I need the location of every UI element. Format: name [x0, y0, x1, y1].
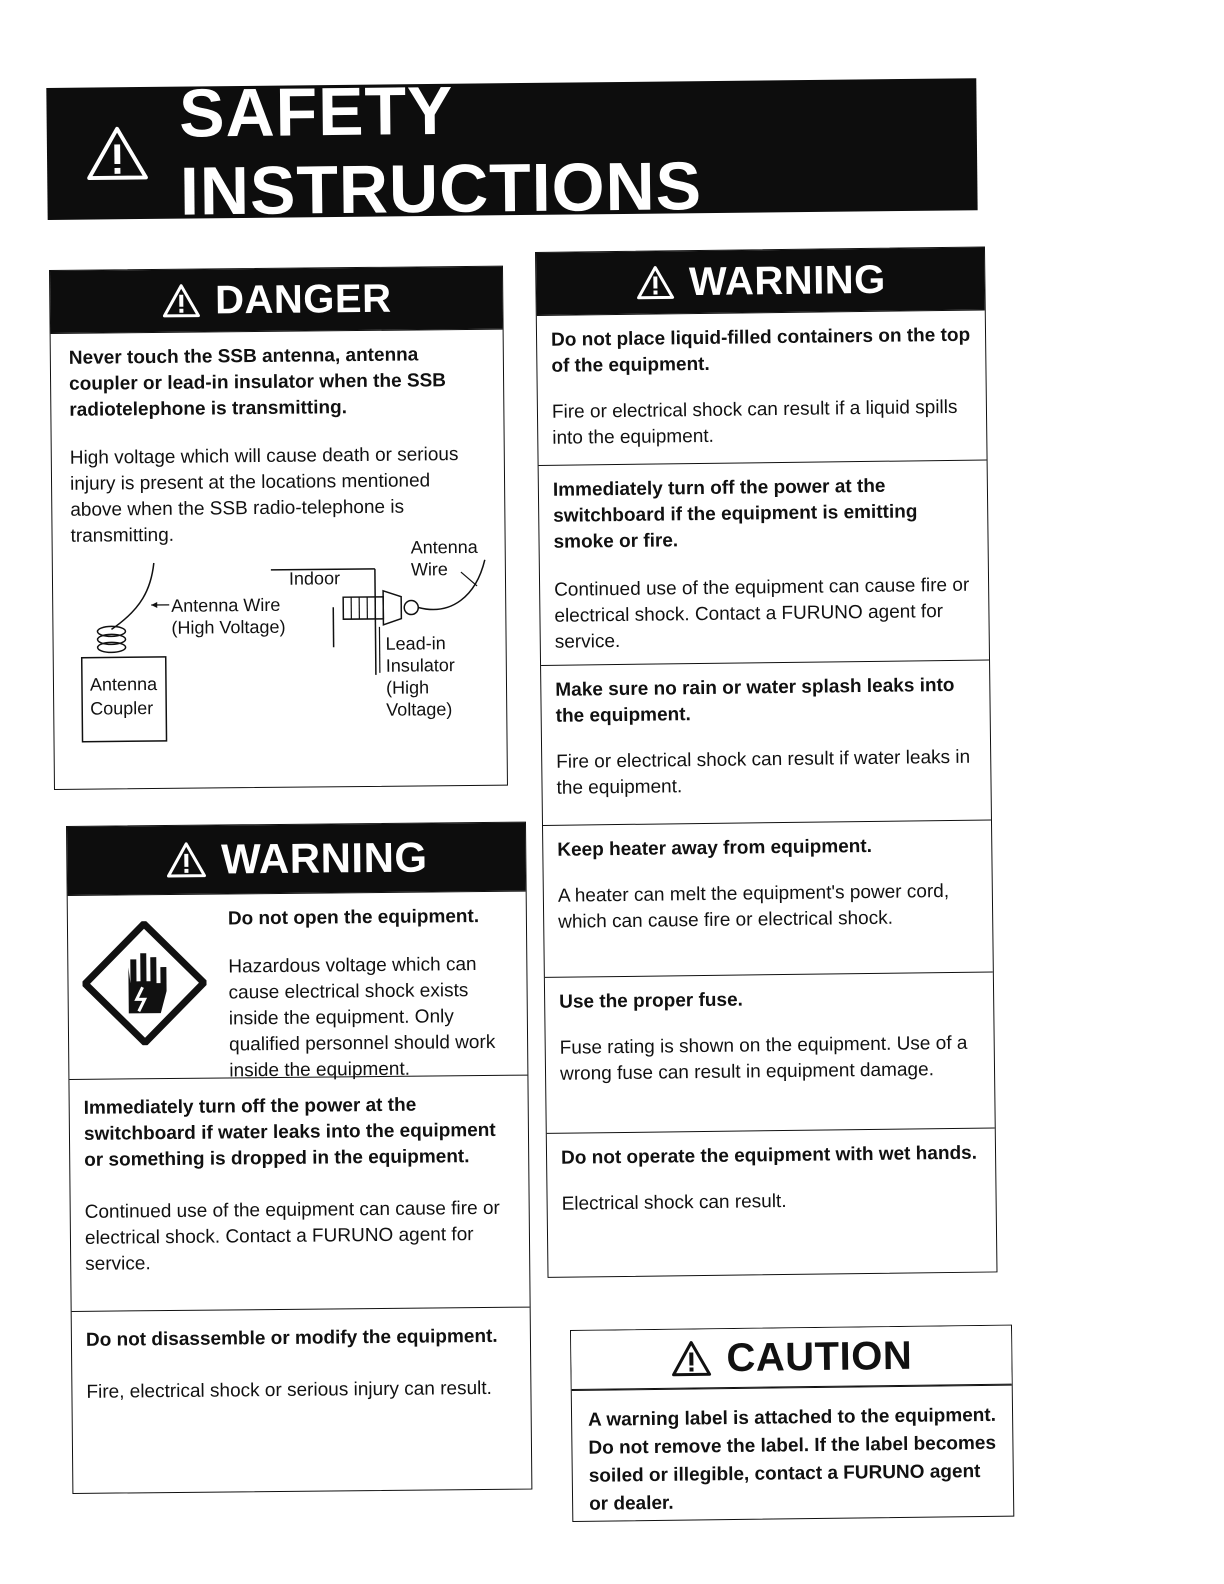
warning-triangle-icon [670, 1339, 712, 1378]
warning-right-2-body: Continued use of the equipment can cause fire or electrical shock. Contact a FURUNO agent for service. [554, 574, 970, 653]
diagram-antenna-label: Antenna [410, 536, 478, 558]
warning-left-3-title: Do not disassemble or modify the equipment. [85, 1325, 498, 1351]
warning-right-5-title: Use the proper fuse. [559, 989, 744, 1013]
warning-right-section-2 [539, 459, 989, 664]
warning-left-1-title: Do not open the equipment. [227, 906, 480, 930]
diagram-lead-in-label-2: Insulator [385, 655, 455, 676]
warning-right-1-title: Do not place liquid-filled containers on the top of the equipment. [550, 324, 971, 377]
warning-right-6-body: Electrical shock can result. [561, 1190, 787, 1215]
warning-triangle-icon [85, 124, 150, 183]
page-title: SAFETY INSTRUCTIONS [178, 72, 703, 230]
warning-left-section-1 [68, 891, 528, 1082]
warning-left-3-body: Fire, electrical shock or serious injury can result. [86, 1377, 493, 1403]
warning-left-2-body: Continued use of the equipment can cause fire or electrical shock. Contact a FURUNO agent for service. [84, 1197, 500, 1275]
warning-left-1-body: Hazardous voltage which can cause electrical shock exists inside the equipment. Only qualified personnel should work inside the equipment. [228, 954, 496, 1082]
warning-right-header-label: WARNING [688, 257, 887, 304]
warning-right-1-body: Fire or electrical shock can result if a liquid spills into the equipment. [551, 396, 958, 449]
warning-triangle-icon [161, 283, 201, 319]
diagram-high-voltage-label: (High Voltage) [171, 616, 286, 638]
diagram-lead-in-label-1: Lead-in [385, 633, 446, 654]
warning-left-header [67, 823, 526, 895]
warning-right-section-4 [543, 819, 993, 976]
electrical-hazard-hand-icon [82, 921, 207, 1046]
diagram-indoor-label: Indoor [288, 568, 341, 589]
warning-right-6-title: Do not operate the equipment with wet hands. [560, 1142, 978, 1169]
diagram-lead-in-label-4: Voltage) [386, 699, 453, 720]
diagram-coupler-label-2: Coupler [90, 698, 154, 719]
warning-left-section-3 [72, 1307, 531, 1418]
warning-right-box [535, 247, 998, 1278]
antenna-diagram [71, 536, 489, 786]
warning-triangle-icon [635, 264, 675, 300]
diagram-antenna-wire-label: Antenna Wire [171, 594, 281, 616]
diagram-coupler-label-1: Antenna [89, 673, 158, 695]
diagram-lead-in-label-3: (High [385, 677, 430, 698]
warning-left-2-title: Immediately turn off the power at the switchboard if water leaks into the equipment or something is dropped in the equipment. [83, 1094, 496, 1171]
warning-right-3-body: Fire or electrical shock can result if water leaks in the equipment. [556, 746, 971, 799]
danger-title: Never touch the SSB antenna, antenna coupler or lead-in insulator when the SSB radiotelephone is transmitting. [68, 344, 447, 421]
warning-right-section-6 [547, 1127, 996, 1229]
warning-right-3-title: Make sure no rain or water splash leaks into the equipment. [555, 674, 955, 727]
warning-left-box [66, 822, 532, 1494]
warning-left-header-label: WARNING [220, 833, 428, 883]
warning-right-4-title: Keep heater away from equipment. [557, 835, 873, 861]
caution-body: A warning label is attached to the equipment. Do not remove the label. If the label becomes soiled or illegible, contact a FURUNO agent or dealer. [587, 1404, 997, 1515]
diagram-wire-label: Wire [410, 559, 448, 580]
warning-right-header [536, 248, 985, 315]
danger-body: High voltage which will cause death or serious injury is present at the locations mentioned above when the SSB radio-telephone is transmitting. [69, 444, 459, 547]
warning-right-section-5 [545, 971, 995, 1132]
danger-box [49, 266, 508, 790]
warning-right-5-body: Fuse rating is shown on the equipment. Use of a wrong fuse can result in equipment damage. [559, 1032, 968, 1085]
danger-header-label: DANGER [214, 276, 392, 322]
warning-right-2-title: Immediately turn off the power at the switchboard if the equipment is emitting smoke or fire. [552, 475, 918, 553]
warning-right-section-3 [541, 659, 991, 824]
title-banner [46, 72, 977, 230]
warning-left-section-2 [69, 1075, 529, 1311]
warning-triangle-icon [165, 841, 207, 879]
caution-header [571, 1326, 1012, 1390]
warning-right-section-1 [537, 310, 987, 465]
danger-header [50, 267, 503, 333]
warning-right-4-body: A heater can melt the equipment's power cord, which can cause fire or electrical shock. [557, 880, 950, 933]
caution-box [570, 1325, 1014, 1522]
caution-header-label: CAUTION [726, 1333, 913, 1380]
